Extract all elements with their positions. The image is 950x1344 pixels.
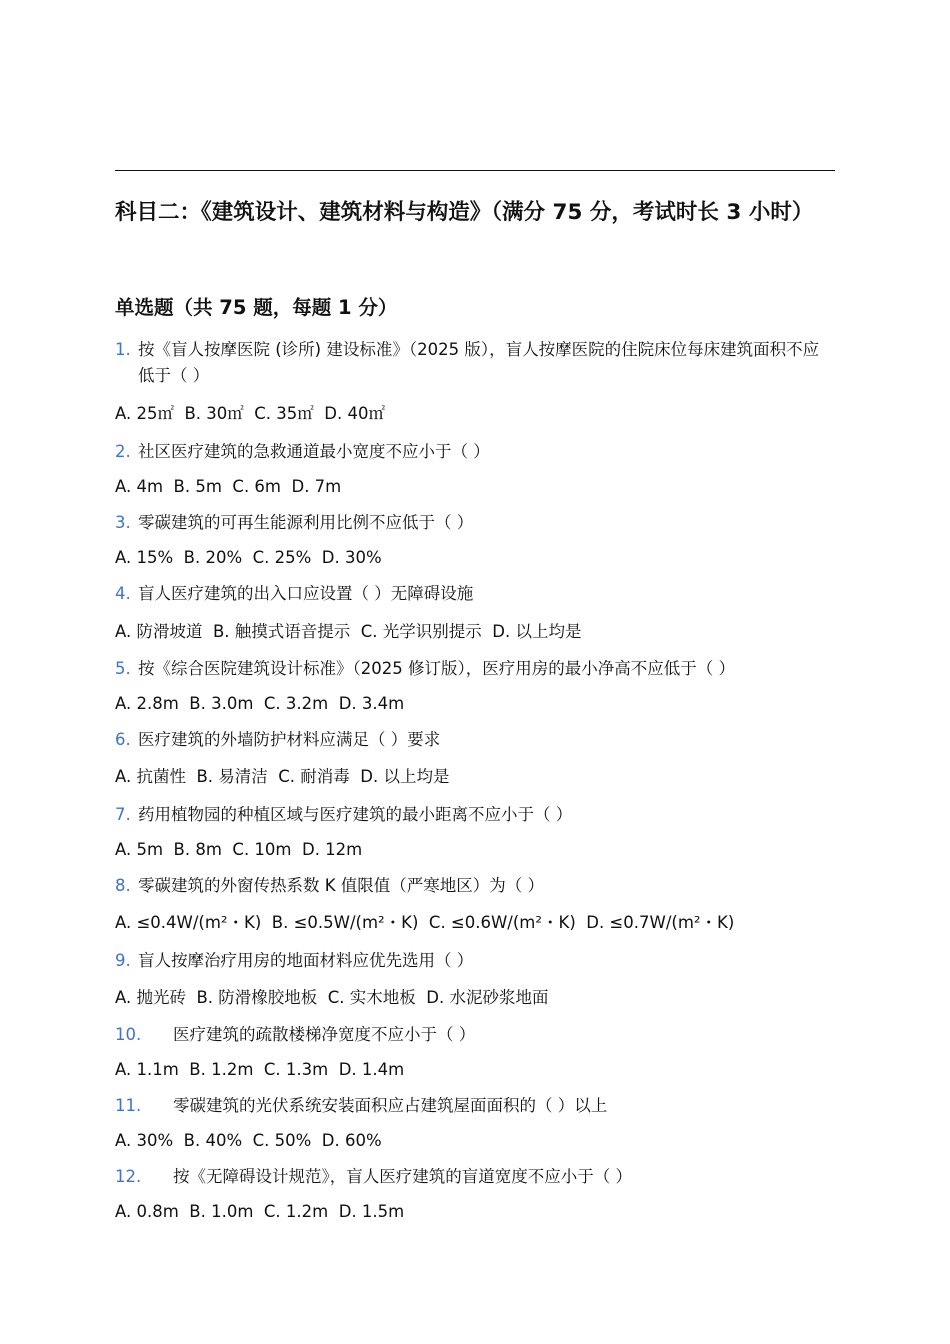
options-1: A. 25㎡ B. 30㎡ C. 35㎡ D. 40㎡ [115, 404, 385, 423]
question-number: 3. [115, 513, 131, 532]
options-12: A. 0.8m B. 1.0m C. 1.2m D. 1.5m [115, 1202, 405, 1221]
question-text: 按《无障碍设计规范》，盲人医疗建筑的盲道宽度不应小于（ ） [173, 1167, 632, 1186]
question-number: 6. [115, 730, 131, 749]
question-11 [115, 1093, 835, 1119]
question-12 [115, 1164, 835, 1190]
question-text: 药用植物园的种植区域与医疗建筑的最小距离不应小于（ ） [138, 805, 573, 824]
options-7: A. 5m B. 8m C. 10m D. 12m [115, 840, 363, 859]
question-number: 7. [115, 805, 131, 824]
question-number: 11. [115, 1096, 142, 1115]
question-number: 8. [115, 876, 131, 895]
question-10 [115, 1022, 835, 1048]
options-6: A. 抗菌性 B. 易清洁 C. 耐消毒 D. 以上均是 [115, 767, 450, 786]
options-5: A. 2.8m B. 3.0m C. 3.2m D. 3.4m [115, 694, 405, 713]
question-text: 社区医疗建筑的急救通道最小宽度不应小于（ ） [138, 442, 490, 461]
question-text: 医疗建筑的外墙防护材料应满足（ ）要求 [138, 730, 441, 749]
question-number: 5. [115, 659, 131, 678]
question-text: 医疗建筑的疏散楼梯净宽度不应小于（ ） [173, 1025, 476, 1044]
question-text: 盲人按摩治疗用房的地面材料应优先选用（ ） [138, 951, 474, 970]
question-1 [115, 337, 835, 389]
options-10: A. 1.1m B. 1.2m C. 1.3m D. 1.4m [115, 1060, 405, 1079]
options-8: A. ≤0.4W/(m²・K) B. ≤0.5W/(m²・K) C. ≤0.6W/(m²・K) D. ≤0.7W/(m²・K) [115, 913, 735, 932]
question-text: 零碳建筑的外窗传热系数 K 值限值（严寒地区）为（ ） [138, 876, 545, 895]
header-rule [115, 170, 835, 171]
question-number: 10. [115, 1025, 142, 1044]
question-number: 9. [115, 951, 131, 970]
options-11: A. 30% B. 40% C. 50% D. 60% [115, 1131, 382, 1150]
question-text: 按《综合医院建筑设计标准》（2025 修订版），医疗用房的最小净高不应低于（ ） [138, 659, 735, 678]
options-3: A. 15% B. 20% C. 25% D. 30% [115, 548, 382, 567]
question-8 [115, 873, 835, 899]
question-number: 1. [115, 340, 131, 359]
subject-title: 科目二：《建筑设计、建筑材料与构造》（满分 75 分，考试时长 3 小时） [115, 200, 814, 225]
options-4: A. 防滑坡道 B. 触摸式语音提示 C. 光学识别提示 D. 以上均是 [115, 622, 582, 641]
question-7 [115, 802, 835, 828]
question-number: 12. [115, 1167, 142, 1186]
question-text: 按《盲人按摩医院 (诊所) 建设标准》（2025 版），盲人按摩医院的住院床位每床建筑面积不应低于（ ） [138, 340, 820, 385]
question-9 [115, 948, 835, 974]
question-4 [115, 581, 835, 607]
question-text: 零碳建筑的可再生能源利用比例不应低于（ ） [138, 513, 474, 532]
section-heading: 单选题（共 75 题，每题 1 分） [115, 296, 398, 319]
question-text: 盲人医疗建筑的出入口应设置（ ）无障碍设施 [138, 584, 474, 603]
question-number: 4. [115, 584, 131, 603]
question-3 [115, 510, 835, 536]
options-2: A. 4m B. 5m C. 6m D. 7m [115, 477, 342, 496]
question-6 [115, 727, 835, 753]
question-5 [115, 656, 835, 682]
question-2 [115, 439, 835, 465]
options-9: A. 抛光砖 B. 防滑橡胶地板 C. 实木地板 D. 水泥砂浆地面 [115, 988, 549, 1007]
question-text: 零碳建筑的光伏系统安装面积应占建筑屋面面积的（ ）以上 [173, 1096, 608, 1115]
question-number: 2. [115, 442, 131, 461]
